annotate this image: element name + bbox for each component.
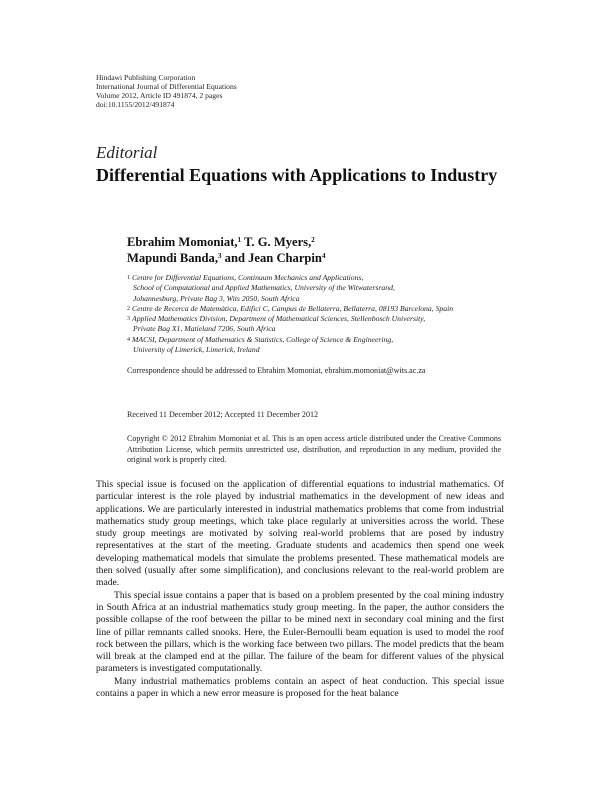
author-affil-mark: 1 <box>237 236 242 244</box>
author-name: Mapundi Banda, <box>127 251 218 265</box>
author-name: and Jean Charpin <box>224 251 322 265</box>
affiliation-text: Applied Mathematics Division, Department of Mathematical Sciences, Stellenbosch University, <box>132 314 426 324</box>
doi-line: doi:10.1155/2012/491874 <box>96 100 175 109</box>
volume-line: Volume 2012, Article ID 491874, 2 pages <box>96 91 223 100</box>
body-paragraph: This special issue is focused on the application of differential equations to industrial mathematics. Of particular interest is the role played by industrial mathematics in the development of new ideas and applications. We are particularly interested in industrial mathematics problems that come from industrial mathematics study group meetings, which take place regularly at universities across the world. These study group meetings are motivated by solving real-world problems that are posed by industry representatives at the start of the meeting. Graduate students and academics then spend one week developing mathematical models that simulate the problems presented. These mathematical models are then solved (usually after some simplification), and conclusions relevant to the real-world problem are made. <box>96 479 504 589</box>
section-label: Editorial <box>96 143 158 162</box>
copyright-notice: Copyright © 2012 Ebrahim Momoniat et al. This is an open access article distributed under the Creative Commons Attribution License, which permits unrestricted use, distribution, and reproduction in any medium, provided the original work is properly cited. <box>127 434 501 465</box>
author-affil-mark: 4 <box>321 252 326 260</box>
affiliation-text: University of Limerick, Limerick, Ireland <box>133 345 260 355</box>
affiliation-text: School of Computational and Applied Mathematics, University of the Witwatersrand, <box>133 283 395 293</box>
correspondence-line: Correspondence should be addressed to Ebrahim Momoniat, ebrahim.momoniat@wits.ac.za <box>127 366 426 375</box>
journal-header <box>96 73 237 109</box>
article-title: Differential Equations with Applications to Industry <box>96 165 498 185</box>
author-name: Ebrahim Momoniat, <box>127 235 238 249</box>
author-list <box>127 234 507 266</box>
affiliation-item <box>127 314 527 335</box>
body-paragraph: This special issue contains a paper that is based on a problem presented by the coal mining industry in South Africa at an industrial mathematics study group meeting. In the paper, the author considers the possible collapse of the roof between the pillar to be mined next in secondary coal mining and the first line of pillar remnants called snooks. Here, the Euler-Bernoulli beam equation is used to model the roof rock between the pillars, which is the working face between two pillars. The model predicts that the beam will break at the clamped end at the pillar. The failure of the beam for different values of the physical parameters is investigated computationally. <box>96 589 504 675</box>
affiliation-text: Centre de Recerca de Matemàtica, Edifici C, Campus de Bellaterra, Bellaterra, 08193 Barcelona, Spain <box>132 303 454 313</box>
affiliation-number: 2 <box>127 305 130 312</box>
affiliation-text: Private Bag X1, Matieland 7206, South Africa <box>133 324 276 334</box>
affiliation-number: 3 <box>127 316 130 323</box>
affiliation-number: 4 <box>127 336 130 343</box>
affiliation-item <box>127 335 527 356</box>
affiliation-number: 1 <box>127 275 130 281</box>
affiliation-text: Centre for Differential Equations, Continuum Mechanics and Applications, <box>132 273 364 282</box>
author-name: T. G. Myers, <box>243 235 312 249</box>
affiliation-item <box>127 304 527 314</box>
publisher-line: Hindawi Publishing Corporation <box>96 73 196 82</box>
affiliation-text: Johannesburg, Private Bag 3, Wits 2050, South Africa <box>133 293 300 303</box>
journal-line: International Journal of Differential Equations <box>96 82 237 91</box>
author-affil-mark: 3 <box>218 252 222 260</box>
affiliation-item <box>127 273 527 304</box>
author-affil-mark: 2 <box>311 236 315 244</box>
affiliation-list <box>127 273 527 355</box>
article-body <box>96 479 504 700</box>
affiliation-text: MACSI, Department of Mathematics & Statistics, College of Science & Engineering, <box>132 334 394 344</box>
body-paragraph: Many industrial mathematics problems contain an aspect of heat conduction. This special issue contains a paper in which a new error measure is proposed for the heat balance <box>96 675 504 700</box>
received-dates: Received 11 December 2012; Accepted 11 December 2012 <box>127 410 319 419</box>
